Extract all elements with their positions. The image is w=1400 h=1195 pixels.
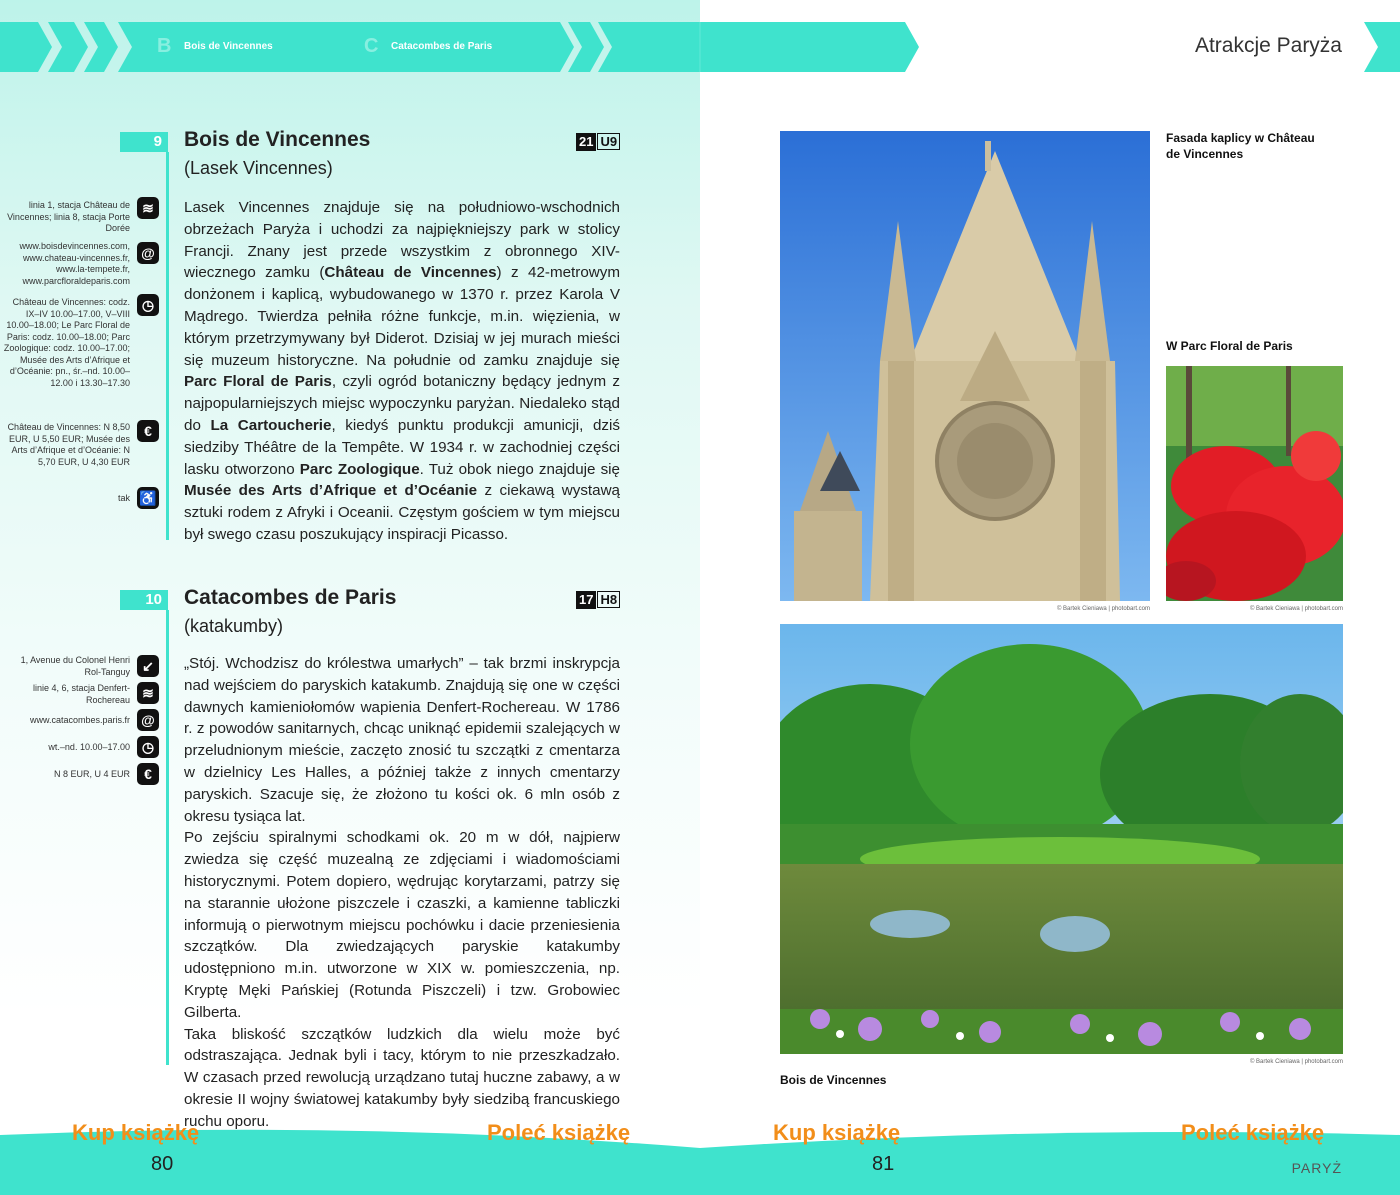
entry-subtitle: (Lasek Vincennes) [184, 158, 333, 178]
info-hours: wt.–nd. 10.00–17.00 [48, 742, 130, 752]
paragraph: „Stój. Wchodzisz do królestwa umarłych” – tak brzmi inskrypcja nad wejściem do paryskich katakumb. Znajdują się one w części dawnych kamieniołomów wapienia Denfert-Rochereau. W 1786 r. z powodów sanitarnych, chcąc uniknąć epidemii szalejących w przeludnionym mieście, zaczęto znosić tu szczątki z cmentarza w dzielnicy Les Halles, a później także z innych cmentarzy paryskich. Szacuje się, że złożono tu kości ok. 6 mln osób z okresu tysiąca lat. [184, 655, 620, 825]
nav-letter-b: B [157, 35, 172, 57]
floral-photo [1166, 366, 1343, 601]
clock-icon: ◷ [137, 736, 159, 758]
info-address: 1, Avenue du Colonel Henri Rol-Tanguy [20, 655, 130, 677]
map-page: 17 [576, 591, 596, 609]
page-number-right: 81 [872, 1153, 895, 1175]
nav-item-bois-de-vincennes[interactable]: Bois de Vincennes [184, 41, 273, 52]
map-grid: H8 [597, 591, 620, 608]
text-run: . Tuż obok niego znajduje się [419, 460, 620, 478]
map-page: 21 [576, 133, 596, 151]
lake-photo [780, 624, 1343, 1054]
nav-letter-c: C [364, 35, 379, 57]
entry-description [184, 197, 620, 546]
info-hours: Château de Vincennes: codz. IX–IV 10.00–17.00, V–VIII 10.00–18.00; Le Parc Floral de Paris: codz. 10.00–18.00; Parc Zoologique: codz. 10.00–17.00; Musée des Arts d’Afrique et d’Océanie: pn., śr.–nd. 10.00–12.00 i 13.30–17.30 [3, 297, 130, 388]
info-transport: linia 1, stacja Château de Vincennes; linia 8, stacja Porte Dorée [7, 200, 130, 233]
map-reference [576, 133, 620, 151]
euro-icon: € [137, 763, 159, 785]
entry-number-9: 9 [120, 132, 168, 152]
info-accessibility: tak [117, 493, 130, 503]
highlight-musee: Musée des Arts d’Afrique et d’Océanie [184, 482, 478, 500]
text-run: ) z 42-metrowym donżonem i kaplicą, wybudowanego w 1370 r. przez Karola V Mądrego. Twierdza pełniła różne funkcje, m.in. więzienia, w którym przetrzymywany był Diderot. Dzisiaj w jej murach mieści się muzeum historyczne. Na południe od zamku znajduje się [184, 264, 620, 369]
recommend-book-link[interactable]: Poleć książkę [487, 1120, 631, 1145]
section-title: Atrakcje Paryża [1194, 34, 1342, 57]
photo-credit: © Bartek Cieniawa | photobart.com [1056, 606, 1150, 612]
paragraph: Po zejściu spiralnymi schodkami ok. 20 m w dół, najpierw zwiedza się część muzealną ze zdjęciami i wiadomościami historycznymi. Potem dopiero, wędrując korytarzami, patrzy się na starannie ułożone piszczele i czaszki, a kamienne tabliczki informują o pierwotnym miejscu pochówku i dacie przeniesienia szczątków. Dla zwiedzających paryskie katakumby udostępniono m.in. utworzone w XIX w. pomieszczenia, np. Kryptę Męki Pańskiej (Rotunda Piszczeli) i tzw. Grobowiec Gilberta. [184, 829, 620, 1021]
chapel-photo [780, 131, 1150, 601]
info-web: www.boisdevincennes.com, www.chateau-vincennes.fr, www.la-tempete.fr, www.parcfloraldeparis.com [19, 241, 130, 286]
paragraph: Taka bliskość szczątków ludzkich dla wielu może być odstraszająca. Jednak byli i tacy, którym to nie przeszkadzało. W czasach przed rewolucją urządzano tutaj huczne zabawy, a w okresie II wojny światowej katakumby były siedzibą francuskiego ruchu oporu. [184, 1025, 620, 1130]
highlight-cartoucherie: La Cartoucherie [210, 416, 332, 434]
nav-item-catacombes[interactable]: Catacombes de Paris [391, 41, 493, 52]
text-run: , kiedyś punktu produkcji amunicji, dziś siedziby Théâtre de la Tempête. W 1934 r. w zachodniej części lasku otworzono [184, 416, 620, 478]
photo-credit: © Bartek Cieniawa | photobart.com [1249, 606, 1343, 612]
metro-icon: ≋ [137, 682, 159, 704]
info-prices: Château de Vincennes: N 8,50 EUR, U 5,50 EUR; Musée des Arts d’Afrique et d’Océanie: N 5,70 EUR, U 4,30 EUR [7, 422, 130, 467]
lake-caption: Bois de Vincennes [780, 1073, 887, 1087]
text-run: , czyli ogród botaniczny będący jednym z najpopularniejszych miejsc wypoczynku paryżan. Niedaleko stąd do [184, 373, 621, 434]
entry-title: Catacombes de Paris [184, 586, 397, 609]
highlight-parc-floral: Parc Floral de Paris [184, 373, 332, 391]
page-number-left: 80 [151, 1153, 174, 1175]
web-icon: @ [137, 709, 159, 731]
highlight-chateau: Château de Vincennes [324, 264, 497, 282]
info-transport: linie 4, 6, stacja Denfert-Rochereau [32, 683, 130, 705]
entry-title: Bois de Vincennes [184, 128, 371, 151]
highlight-zoo: Parc Zoologique [299, 460, 420, 478]
euro-icon: € [137, 420, 159, 442]
metro-icon: ≋ [137, 197, 159, 219]
recommend-book-link[interactable]: Poleć książkę [1181, 1120, 1325, 1145]
wheelchair-icon: ♿ [137, 487, 159, 509]
city-label: PARYŻ [1291, 1160, 1342, 1176]
info-web: www.catacombes.paris.fr [29, 715, 130, 725]
location-arrow-icon: ↙ [137, 655, 159, 677]
info-prices: N 8 EUR, U 4 EUR [53, 769, 130, 779]
entry-subtitle: (katakumby) [184, 616, 284, 636]
floral-caption: W Parc Floral de Paris [1166, 339, 1293, 353]
chapel-caption: Fasada kaplicy w Château de Vincennes [1166, 131, 1315, 161]
buy-book-link[interactable]: Kup książkę [72, 1120, 200, 1145]
top-navigation [0, 22, 1400, 72]
web-icon: @ [137, 242, 159, 264]
clock-icon: ◷ [137, 294, 159, 316]
map-reference [576, 591, 620, 609]
text-run: Lasek Vincennes znajduje się na południowo-wschodnich obrzeżach Paryża i uchodzi za najpiękniejszy park w stolicy Francji. Znany jest przede wszystkim z obronnego XIV-wiecznego zamku ( [184, 199, 620, 282]
photo-credit: © Bartek Cieniawa | photobart.com [1249, 1059, 1343, 1065]
entry-number-10: 10 [120, 590, 168, 610]
footer-bar [0, 1148, 1400, 1195]
entry-divider [166, 610, 169, 1065]
map-grid: U9 [597, 133, 620, 150]
entry-divider [166, 152, 169, 540]
buy-book-link[interactable]: Kup książkę [773, 1120, 901, 1145]
entry-description [184, 653, 620, 1133]
text-run: z ciekawą wystawą sztuki rodem z Afryki i Oceanii. Częstym gościem w tym miejscu był swego czasu poszukujący inspiracji Picasso. [184, 482, 620, 543]
